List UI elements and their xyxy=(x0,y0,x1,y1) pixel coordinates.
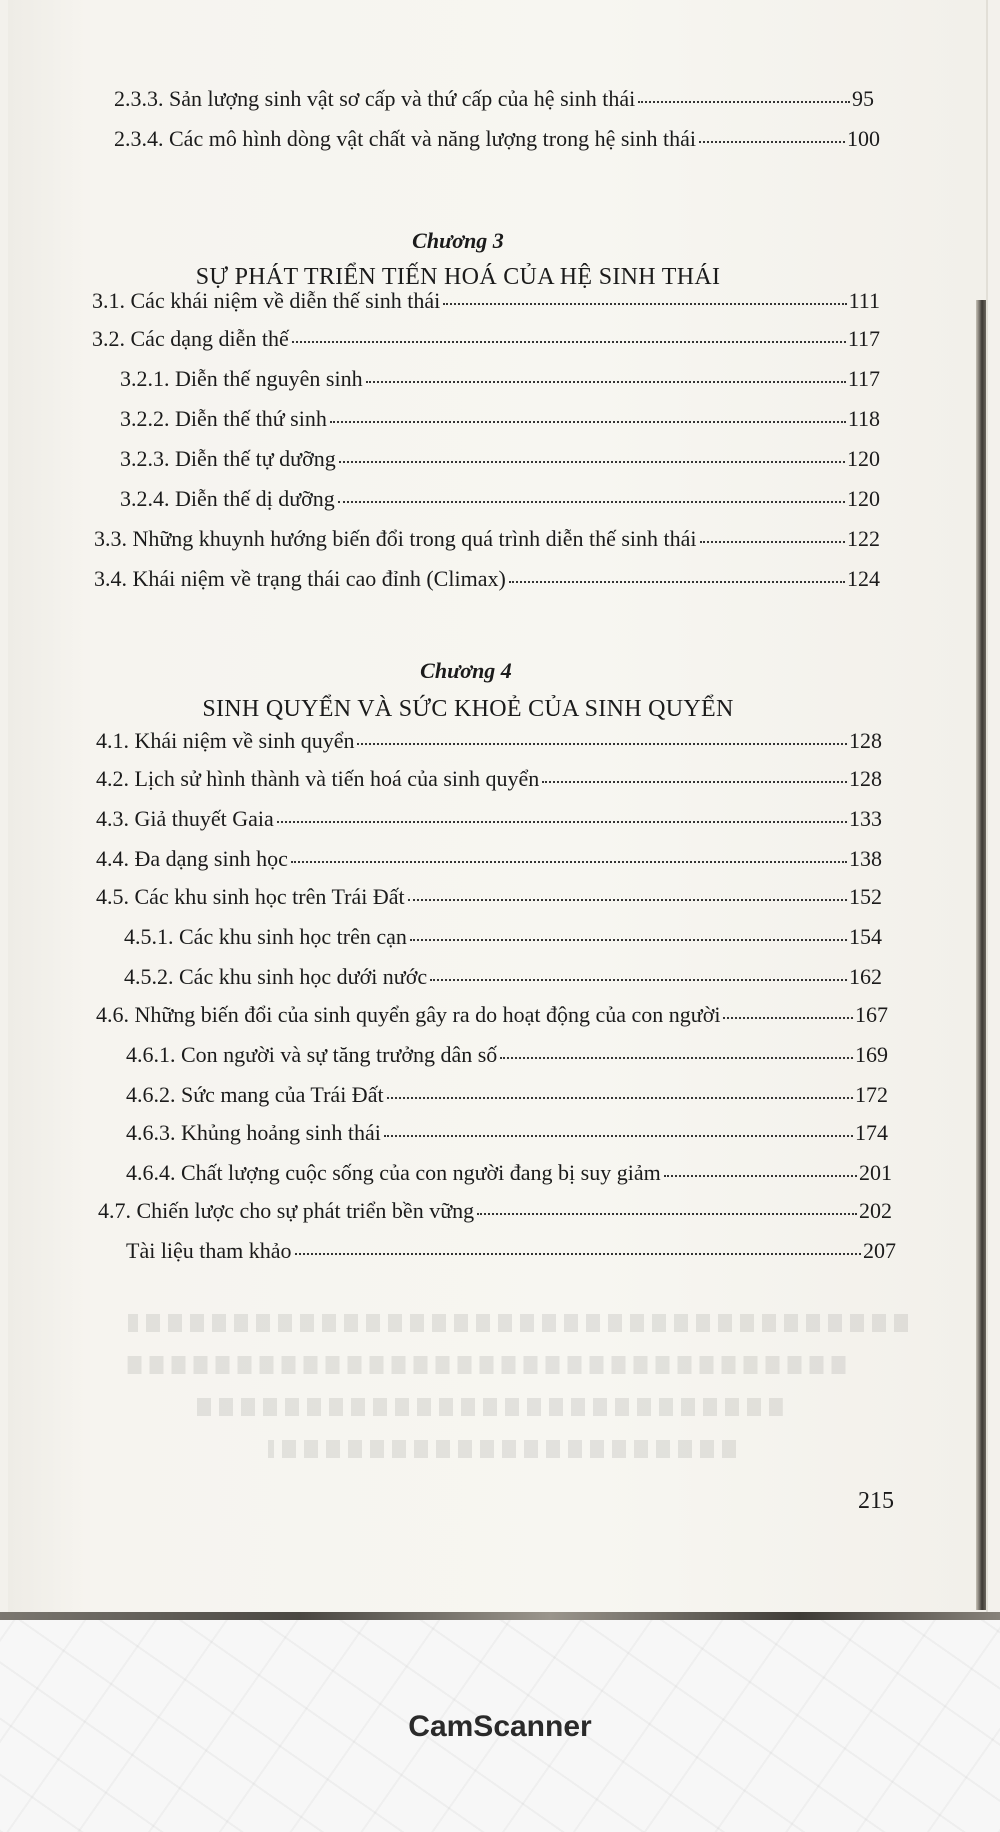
toc-entry-title: 3.3. Những khuynh hướng biến đổi trong quá trình diễn thế sinh thái xyxy=(94,526,697,551)
chapter-3-title: SỰ PHÁT TRIỂN TIẾN HOÁ CỦA HỆ SINH THÁI xyxy=(195,264,721,290)
toc-entry-page: 207 xyxy=(863,1238,896,1263)
toc-entry-page: 169 xyxy=(855,1042,888,1067)
toc-entry-2-3-3 xyxy=(114,88,874,110)
dot-leader xyxy=(542,781,847,783)
dot-leader xyxy=(664,1175,857,1177)
toc-entry-3-1 xyxy=(92,290,880,312)
show-through-line xyxy=(190,1398,783,1416)
toc-entry-title: 3.4. Khái niệm về trạng thái cao đỉnh (Climax) xyxy=(94,566,506,591)
toc-entry-title: 4.6. Những biến đổi của sinh quyển gây ra do hoạt động của con người xyxy=(96,1002,721,1027)
dot-leader xyxy=(387,1097,853,1099)
toc-entry-3-2-1 xyxy=(120,368,880,390)
toc-entry-title: 3.1. Các khái niệm về diễn thế sinh thái xyxy=(92,288,441,313)
show-through-line xyxy=(128,1314,908,1332)
toc-entry-2-3-4 xyxy=(114,128,880,150)
toc-entry-page: 152 xyxy=(849,884,882,909)
toc-entry-page: 122 xyxy=(847,526,880,551)
dot-leader xyxy=(291,861,847,863)
show-through-imprint xyxy=(128,1290,908,1470)
toc-entry-title: 4.5.2. Các khu sinh học dưới nước xyxy=(124,964,428,989)
toc-entry-page: 100 xyxy=(847,126,880,151)
toc-entry-4-4 xyxy=(96,848,882,870)
dot-leader xyxy=(723,1017,853,1019)
toc-entry-title: 4.5.1. Các khu sinh học trên cạn xyxy=(124,924,407,949)
page-number: 215 xyxy=(858,1488,894,1514)
dot-leader xyxy=(357,743,847,745)
toc-entry-4-5 xyxy=(96,886,882,908)
paper-sheet xyxy=(8,0,988,1619)
toc-entry-3-3 xyxy=(94,528,880,550)
toc-entry-4-6-2 xyxy=(126,1084,888,1106)
toc-entry-4-5-1 xyxy=(124,926,882,948)
toc-entry-4-3 xyxy=(96,808,882,830)
toc-entry-references xyxy=(126,1240,896,1262)
brand-watermark: CamScanner xyxy=(408,1710,592,1743)
toc-entry-title: Tài liệu tham khảo xyxy=(126,1238,292,1263)
toc-entry-page: 117 xyxy=(847,326,880,351)
toc-entry-title: 4.2. Lịch sử hình thành và tiến hoá của sinh quyển xyxy=(96,766,540,791)
toc-entry-title: 3.2.4. Diễn thế dị dưỡng xyxy=(120,486,335,511)
toc-entry-title: 4.6.4. Chất lượng cuộc sống của con người đang bị suy giảm xyxy=(126,1160,661,1185)
toc-entry-title: 4.6.3. Khủng hoảng sinh thái xyxy=(126,1120,381,1145)
dot-leader xyxy=(384,1135,853,1137)
toc-entry-3-2-2 xyxy=(120,408,880,430)
toc-entry-4-1 xyxy=(96,730,882,752)
dot-leader xyxy=(338,501,845,503)
toc-entry-4-6 xyxy=(96,1004,888,1026)
toc-entry-page: 111 xyxy=(848,288,880,313)
toc-entry-4-6-4 xyxy=(126,1162,892,1184)
dot-leader xyxy=(330,421,846,423)
toc-entry-page: 95 xyxy=(852,86,874,111)
toc-entry-3-2-3 xyxy=(120,448,880,470)
dot-leader xyxy=(366,381,846,383)
page-edge-shadow xyxy=(976,300,986,1610)
toc-entry-page: 118 xyxy=(847,406,880,431)
toc-entry-page: 167 xyxy=(855,1002,888,1027)
toc-entry-title: 2.3.4. Các mô hình dòng vật chất và năng lượng trong hệ sinh thái xyxy=(114,126,697,151)
dot-leader xyxy=(408,899,847,901)
toc-entry-title: 3.2.3. Diễn thế tự dưỡng xyxy=(120,446,336,471)
chapter-4-title: SINH QUYỂN VÀ SỨC KHOẺ CỦA SINH QUYỂN xyxy=(202,696,734,722)
toc-entry-page: 128 xyxy=(849,766,882,791)
toc-entry-title: 3.2. Các dạng diễn thế xyxy=(92,326,289,351)
page-bottom-edge xyxy=(0,1612,1000,1620)
toc-entry-3-2 xyxy=(92,328,880,350)
toc-entry-page: 201 xyxy=(859,1160,892,1185)
dot-leader xyxy=(477,1213,857,1215)
toc-entry-page: 128 xyxy=(849,728,882,753)
toc-entry-3-2-4 xyxy=(120,488,880,510)
camscanner-footer xyxy=(0,1620,1000,1832)
toc-entry-title: 4.7. Chiến lược cho sự phát triển bền vững xyxy=(98,1198,475,1223)
dot-leader xyxy=(430,979,847,981)
chapter-3-label: Chương 3 xyxy=(412,228,504,253)
toc-entry-title: 3.2.1. Diễn thế nguyên sinh xyxy=(120,366,363,391)
dot-leader xyxy=(339,461,845,463)
dot-leader xyxy=(500,1057,853,1059)
dot-leader xyxy=(295,1253,861,1255)
dot-leader xyxy=(509,581,845,583)
toc-entry-4-6-1 xyxy=(126,1044,888,1066)
dot-leader xyxy=(443,303,846,305)
toc-entry-page: 133 xyxy=(849,806,882,831)
dot-leader xyxy=(699,141,845,143)
toc-entry-page: 174 xyxy=(855,1120,888,1145)
toc-entry-title: 4.6.1. Con người và sự tăng trưởng dân số xyxy=(126,1042,498,1067)
toc-entry-page: 120 xyxy=(847,486,880,511)
dot-leader xyxy=(292,341,846,343)
toc-entry-page: 120 xyxy=(847,446,880,471)
toc-entry-title: 4.3. Giả thuyết Gaia xyxy=(96,806,274,831)
toc-entry-title: 3.2.2. Diễn thế thứ sinh xyxy=(120,406,327,431)
toc-entry-3-4 xyxy=(94,568,880,590)
toc-entry-title: 4.6.2. Sức mang của Trái Đất xyxy=(126,1082,384,1107)
dot-leader xyxy=(638,101,850,103)
toc-entry-title: 4.4. Đa dạng sinh học xyxy=(96,846,288,871)
dot-leader xyxy=(700,541,845,543)
toc-entry-page: 117 xyxy=(847,366,880,391)
toc-entry-page: 124 xyxy=(847,566,880,591)
toc-entry-title: 4.1. Khái niệm về sinh quyển xyxy=(96,728,355,753)
toc-entry-title: 4.5. Các khu sinh học trên Trái Đất xyxy=(96,884,405,909)
dot-leader xyxy=(277,821,847,823)
show-through-line xyxy=(268,1440,736,1458)
toc-entry-title: 2.3.3. Sản lượng sinh vật sơ cấp và thứ cấp của hệ sinh thái xyxy=(114,86,636,111)
chapter-4-label: Chương 4 xyxy=(420,658,512,683)
show-through-line xyxy=(128,1356,846,1374)
toc-entry-page: 172 xyxy=(855,1082,888,1107)
dot-leader xyxy=(410,939,847,941)
toc-entry-4-6-3 xyxy=(126,1122,888,1144)
toc-entry-4-7 xyxy=(98,1200,892,1222)
toc-entry-4-5-2 xyxy=(124,966,882,988)
toc-entry-page: 202 xyxy=(859,1198,892,1223)
toc-entry-page: 154 xyxy=(849,924,882,949)
toc-entry-4-2 xyxy=(96,768,882,790)
toc-entry-page: 138 xyxy=(849,846,882,871)
toc-entry-page: 162 xyxy=(849,964,882,989)
